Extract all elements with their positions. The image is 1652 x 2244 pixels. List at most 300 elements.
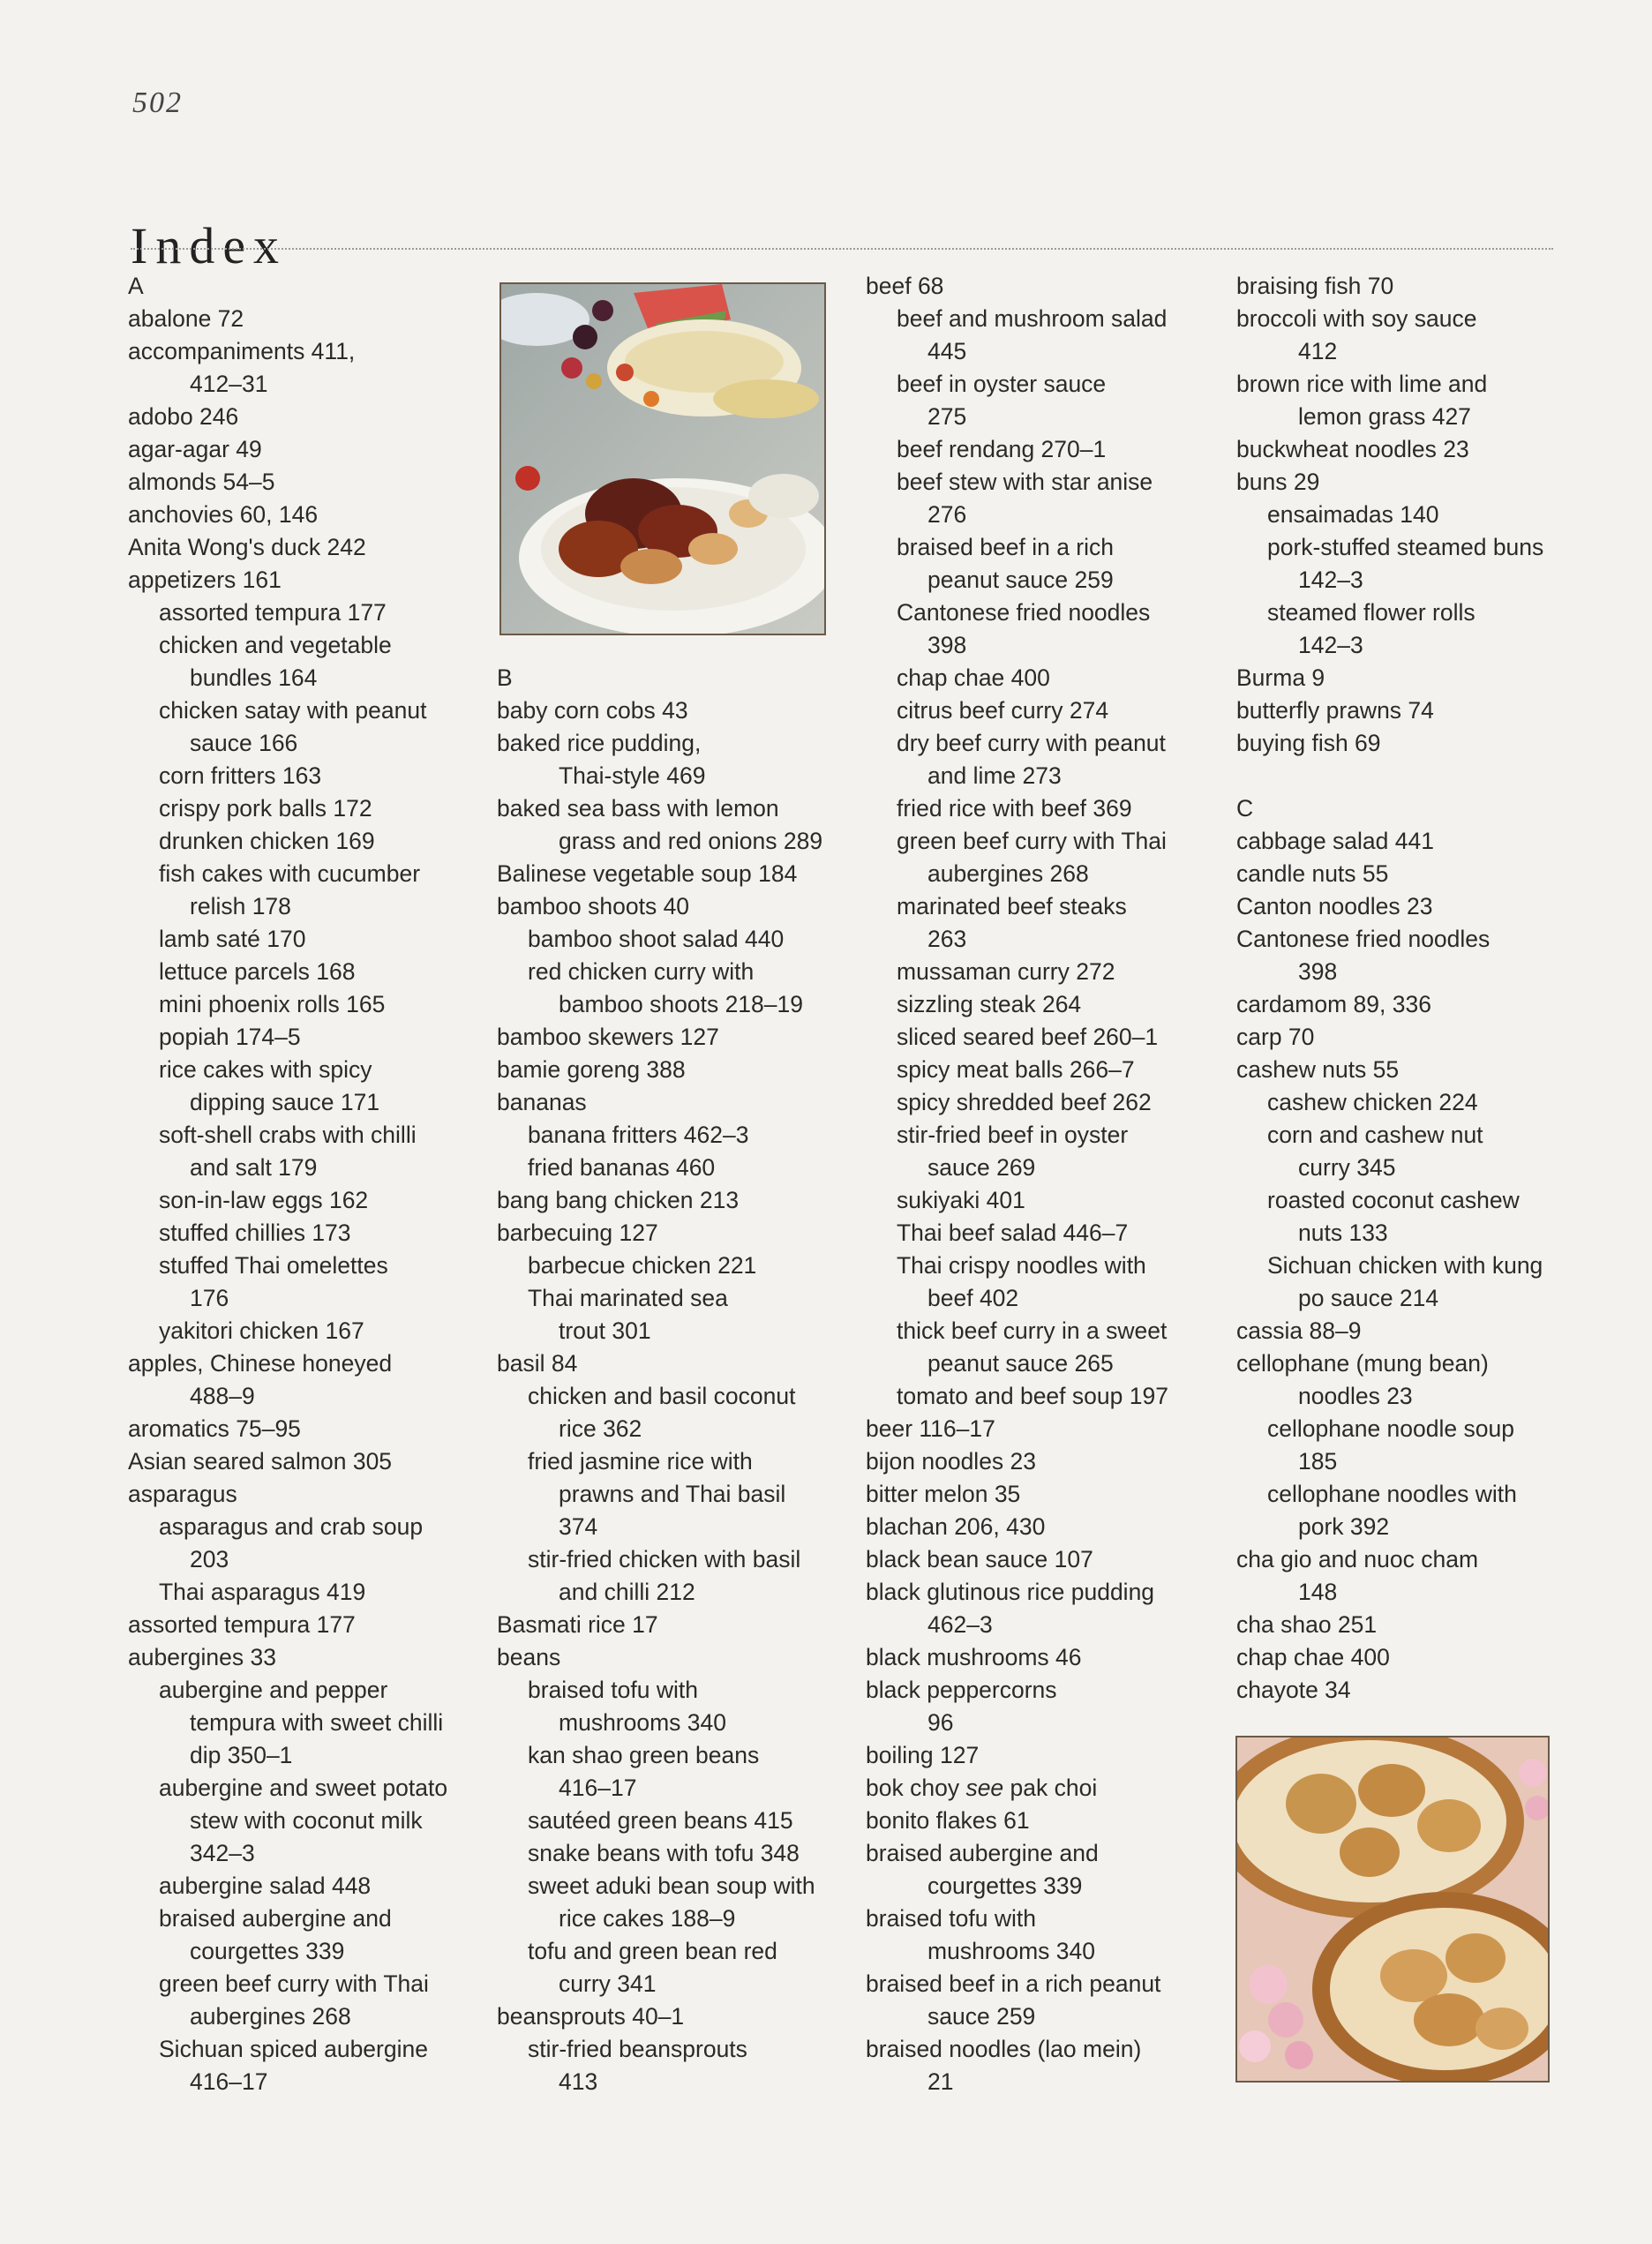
entry-continuation: bundles 164 [190,664,318,691]
index-subentry [128,597,463,629]
index-column-4 [1236,270,1572,1707]
entry-text: tofu and green bean red [528,1938,777,1964]
entry-continuation: peanut sauce 259 [927,567,1114,593]
entry-text: broccoli with soy sauce [1236,305,1477,332]
entry-continuation: 185 [1298,1448,1338,1475]
entry-text: Canton noodles 23 [1236,893,1433,919]
entry-continuation: peanut sauce 265 [927,1350,1114,1377]
entry-text: beans [497,1644,561,1670]
entry-continuation: prawns and Thai basil [559,1481,786,1507]
entry-text: dry beef curry with peanut [897,730,1166,756]
title-rule [131,248,1553,250]
index-subentry [128,956,463,988]
entry-text: lettuce parcels 168 [159,958,356,985]
entry-text: aubergines 33 [128,1644,276,1670]
entry-continuation: 416–17 [190,2068,268,2095]
index-subentry [1236,1119,1572,1184]
entry-text: butterfly prawns 74 [1236,697,1434,724]
entry-text: cha shao 251 [1236,1611,1378,1638]
entry-text: candle nuts 55 [1236,860,1389,887]
entry-text: asparagus [128,1481,237,1507]
entry-text: chayote 34 [1236,1677,1351,1703]
index-subentry [1236,1478,1572,1543]
entry-text: sliced seared beef 260–1 [897,1024,1159,1050]
entry-text: beer 116–17 [866,1415,995,1442]
entry-continuation: Thai-style 469 [559,762,706,789]
entry-continuation: sauce 259 [927,2003,1036,2030]
entry-text: bonito flakes 61 [866,1807,1030,1834]
entry-continuation: 398 [927,632,967,658]
index-entry [497,1054,832,1086]
index-subentry [497,1870,832,1935]
entry-text: son-in-law eggs 162 [159,1187,369,1213]
index-entry [1236,825,1572,858]
index-entry [497,1347,832,1380]
entry-text: fish cakes with cucumber [159,860,421,887]
entry-text: Cantonese fried noodles [897,599,1151,626]
entry-text: bamboo shoot salad 440 [528,926,785,952]
entry-text: sweet aduki bean soup with [528,1873,815,1899]
entry-text: bananas [497,1089,587,1115]
index-entry [1236,1641,1572,1674]
entry-text: sizzling steak 264 [897,991,1082,1017]
index-entry [1236,890,1572,923]
entry-continuation: 374 [559,1513,598,1540]
entry-continuation: 412 [1298,338,1338,364]
entry-text: braised aubergine and [159,1905,392,1932]
entry-text: braised beef in a rich [897,534,1115,560]
entry-text: Anita Wong's duck 242 [128,534,366,560]
entry-text: barbecuing 127 [497,1220,658,1246]
index-subentry [1236,499,1572,531]
page-title: Index [131,216,288,274]
index-subentry [866,956,1201,988]
entry-continuation: rice cakes 188–9 [559,1905,736,1932]
index-subentry [866,1380,1201,1413]
index-entry [497,1021,832,1054]
index-subentry [128,1119,463,1184]
entry-text: agar-agar 49 [128,436,262,462]
entry-continuation: 413 [559,2068,598,2095]
entry-continuation: 96 [927,1709,954,1736]
entry-text: Basmati rice 17 [497,1611,658,1638]
index-subentry [497,1250,832,1282]
entry-text: beef and mushroom salad [897,305,1168,332]
entry-continuation: sauce 166 [190,730,298,756]
entry-text: buying fish 69 [1236,730,1381,756]
index-entry [1236,1674,1572,1707]
entry-text: Thai asparagus 419 [159,1579,366,1605]
entry-text: bamboo skewers 127 [497,1024,719,1050]
entry-text: crispy pork balls 172 [159,795,372,822]
entry-text: blachan 206, 430 [866,1513,1046,1540]
index-subentry [128,1511,463,1576]
entry-continuation: dipping sauce 171 [190,1089,380,1115]
index-subentry [128,825,463,858]
entry-continuation: nuts 133 [1298,1220,1388,1246]
index-entry [1236,988,1572,1021]
index-entry [866,1478,1201,1511]
index-entry [1236,727,1572,760]
index-subentry [497,1837,832,1870]
index-subentry [497,1805,832,1837]
index-entry [1236,368,1572,433]
entry-text: braised noodles (lao mein) [866,2036,1142,2062]
index-subentry [497,1282,832,1347]
index-entry [1236,858,1572,890]
entry-continuation: relish 178 [190,893,291,919]
entry-text: beef 68 [866,273,944,299]
entry-continuation: po sauce 214 [1298,1285,1439,1311]
entry-continuation: 276 [927,501,967,528]
entry-text: assorted tempura 177 [159,599,387,626]
entry-text: black mushrooms 46 [866,1644,1082,1670]
entry-continuation: tempura with sweet chilli [190,1709,444,1736]
entry-text: sautéed green beans 415 [528,1807,793,1834]
entry-text: corn and cashew nut [1267,1122,1483,1148]
entry-text: cellophane noodles with [1267,1481,1517,1507]
index-entry [497,1217,832,1250]
entry-text: cabbage salad 441 [1236,828,1434,854]
entry-text: cassia 88–9 [1236,1317,1362,1344]
entry-text: braised tofu with [866,1905,1036,1932]
entry-text: beef in oyster sauce [897,371,1107,397]
entry-text: rice cakes with spicy [159,1056,372,1083]
index-entry [128,1478,463,1511]
entry-continuation: 445 [927,338,967,364]
index-subentry [497,1119,832,1152]
index-entry [866,1576,1201,1641]
entry-continuation: courgettes 339 [927,1873,1083,1899]
entry-continuation: beef 402 [927,1285,1019,1311]
entry-text: aubergine salad 448 [159,1873,372,1899]
entry-text: green beef curry with Thai [897,828,1167,854]
steamed-buns-photo [1235,1736,1550,2083]
entry-text: bamboo shoots 40 [497,893,690,919]
entry-continuation: lemon grass 427 [1298,403,1471,430]
entry-text: bamie goreng 388 [497,1056,686,1083]
index-subentry [497,2033,832,2098]
index-column-2 [497,662,832,2098]
page-number: 502 [132,86,183,119]
entry-continuation: aubergines 268 [927,860,1089,887]
entry-text: cardamom 89, 336 [1236,991,1431,1017]
index-subentry [866,303,1201,368]
index-subentry [866,988,1201,1021]
index-subentry [128,1674,463,1772]
entry-continuation: 142–3 [1298,567,1363,593]
entry-continuation: 263 [927,926,967,952]
entry-text: Thai marinated sea [528,1285,728,1311]
entry-text: anchovies 60, 146 [128,501,319,528]
entry-continuation: bamboo shoots 218–19 [559,991,803,1017]
index-subentry [866,433,1201,466]
entry-text: Thai beef salad 446–7 [897,1220,1129,1246]
entry-text: assorted tempura 177 [128,1611,356,1638]
entry-text: bijon noodles 23 [866,1448,1037,1475]
index-subentry [128,760,463,792]
index-entry [128,499,463,531]
entry-text: braised beef in a rich peanut [866,1970,1161,1997]
entry-text: braised tofu with [528,1677,698,1703]
entry-text: bitter melon 35 [866,1481,1021,1507]
entry-continuation: 21 [927,2068,954,2095]
entry-continuation: 142–3 [1298,632,1363,658]
entry-text: black glutinous rice pudding [866,1579,1155,1605]
entry-continuation: 275 [927,403,967,430]
entry-text: Thai crispy noodles with [897,1252,1146,1279]
index-subentry [866,1250,1201,1315]
index-entry [128,564,463,597]
index-subentry [128,694,463,760]
index-entry [866,2033,1201,2098]
entry-text: chicken satay with peanut [159,697,427,724]
entry-text: marinated beef steaks [897,893,1127,919]
entry-text: fried bananas 460 [528,1154,716,1181]
entry-text: appetizers 161 [128,567,282,593]
index-entry [497,694,832,727]
entry-text: brown rice with lime and [1236,371,1488,397]
entry-text: black bean sauce 107 [866,1546,1093,1572]
index-subentry [128,1054,463,1119]
index-entry [128,335,463,401]
index-entry [1236,694,1572,727]
index-subentry [1236,1184,1572,1250]
entry-text: spicy shredded beef 262 [897,1089,1152,1115]
entry-text: cha gio and nuoc cham [1236,1546,1479,1572]
entry-text: asparagus and crab soup [159,1513,424,1540]
entry-text: barbecue chicken 221 [528,1252,757,1279]
index-subentry [866,1184,1201,1217]
entry-text: banana fritters 462–3 [528,1122,749,1148]
index-entry [497,2000,832,2033]
index-entry [866,1968,1201,2033]
entry-text: bok choy see pak choi [866,1775,1098,1801]
entry-text: bang bang chicken 213 [497,1187,740,1213]
index-entry [128,1641,463,1674]
index-entry [866,1445,1201,1478]
index-subentry [128,629,463,694]
index-entry [497,1609,832,1641]
entry-text: lamb saté 170 [159,926,306,952]
index-subentry [866,1054,1201,1086]
entry-text: braised aubergine and [866,1840,1099,1866]
entry-text: chap chae 400 [1236,1644,1390,1670]
index-entry [497,1184,832,1217]
index-subentry [128,1903,463,1968]
entry-text: abalone 72 [128,305,244,332]
section-letter: A [128,273,144,299]
index-subentry [1236,531,1572,597]
index-subentry [128,792,463,825]
entry-continuation: mushrooms 340 [927,1938,1096,1964]
index-subentry [1236,1413,1572,1478]
index-entry [497,1641,832,1674]
index-subentry [866,825,1201,890]
index-subentry [128,1870,463,1903]
index-subentry [128,1217,463,1250]
entry-continuation: trout 301 [559,1317,651,1344]
index-subentry [866,727,1201,792]
entry-continuation: 462–3 [927,1611,993,1638]
index-subentry [128,923,463,956]
entry-text: carp 70 [1236,1024,1315,1050]
index-subentry [128,1184,463,1217]
entry-text: almonds 54–5 [128,469,275,495]
entry-text: roasted coconut cashew [1267,1187,1520,1213]
index-subentry [497,923,832,956]
entry-text: baked sea bass with lemon [497,795,779,822]
entry-text: Asian seared salmon 305 [128,1448,393,1475]
entry-continuation: 342–3 [190,1840,255,1866]
index-subentry [1236,1250,1572,1315]
index-subentry [866,1021,1201,1054]
index-entry [866,1543,1201,1576]
index-column-1 [128,270,463,2098]
index-subentry [128,2033,463,2098]
index-subentry [866,694,1201,727]
index-subentry [497,1152,832,1184]
entry-continuation: grass and red onions 289 [559,828,823,854]
entry-text: cashew chicken 224 [1267,1089,1478,1115]
entry-text: mussaman curry 272 [897,958,1115,985]
index-entry [1236,662,1572,694]
entry-continuation: curry 341 [559,1970,657,1997]
index-entry [128,466,463,499]
index-subentry [497,1543,832,1609]
index-subentry [497,1380,832,1445]
entry-text: stuffed Thai omelettes [159,1252,388,1279]
index-entry [497,727,832,792]
index-entry [1236,1021,1572,1054]
entry-text: beef rendang 270–1 [897,436,1107,462]
section-letter: C [1236,795,1254,822]
index-subentry [866,1217,1201,1250]
entry-continuation: 412–31 [190,371,268,397]
entry-text: baby corn cobs 43 [497,697,688,724]
entry-text: aubergine and pepper [159,1677,388,1703]
entry-text: apples, Chinese honeyed [128,1350,393,1377]
index-entry [1236,1543,1572,1609]
index-subentry [497,1445,832,1543]
index-entry [1236,270,1572,303]
index-entry [1236,1315,1572,1347]
index-subentry [866,466,1201,531]
index-entry [866,1903,1201,1968]
entry-text: steamed flower rolls [1267,599,1476,626]
entry-text: buckwheat noodles 23 [1236,436,1469,462]
entry-text: cellophane (mung bean) [1236,1350,1489,1377]
entry-text: Burma 9 [1236,664,1325,691]
index-entry [497,890,832,923]
entry-continuation: 416–17 [559,1775,637,1801]
index-subentry [128,858,463,923]
entry-text: spicy meat balls 266–7 [897,1056,1135,1083]
index-subentry [1236,597,1572,662]
index-subentry [497,1739,832,1805]
index-entry [128,1609,463,1641]
index-subentry [866,662,1201,694]
index-subentry [866,890,1201,956]
entry-text: buns 29 [1236,469,1320,495]
entry-text: basil 84 [497,1350,578,1377]
index-entry [866,270,1201,303]
index-subentry [128,1576,463,1609]
entry-continuation: 398 [1298,958,1338,985]
index-subentry [128,1250,463,1315]
index-entry [497,858,832,890]
entry-text: citrus beef curry 274 [897,697,1109,724]
entry-continuation: dip 350–1 [190,1742,293,1768]
entry-text: drunken chicken 169 [159,828,375,854]
entry-text: ensaimadas 140 [1267,501,1439,528]
entry-continuation: mushrooms 340 [559,1709,727,1736]
entry-text: Balinese vegetable soup 184 [497,860,798,887]
index-entry [128,531,463,564]
entry-text: aubergine and sweet potato [159,1775,448,1801]
entry-text: fried rice with beef 369 [897,795,1132,822]
entry-text: chap chae 400 [897,664,1050,691]
index-entry [866,1641,1201,1674]
index-entry [866,1413,1201,1445]
entry-text: chicken and vegetable [159,632,392,658]
index-subentry [1236,1086,1572,1119]
index-entry [866,1805,1201,1837]
entry-text: snake beans with tofu 348 [528,1840,800,1866]
index-entry [128,303,463,335]
index-subentry [866,1086,1201,1119]
entry-text: stir-fried chicken with basil [528,1546,801,1572]
entry-continuation: noodles 23 [1298,1383,1413,1409]
entry-continuation: pork 392 [1298,1513,1390,1540]
entry-text: soft-shell crabs with chilli [159,1122,417,1148]
entry-continuation: 176 [190,1285,229,1311]
entry-continuation: sauce 269 [927,1154,1036,1181]
entry-text: beansprouts 40–1 [497,2003,685,2030]
index-subentry [866,531,1201,597]
entry-continuation: aubergines 268 [190,2003,351,2030]
index-entry [128,1413,463,1445]
index-entry [1236,466,1572,499]
index-entry [128,1347,463,1413]
index-entry [128,401,463,433]
index-subentry [128,1315,463,1347]
index-subentry [866,368,1201,433]
index-entry [866,1511,1201,1543]
entry-text: stir-fried beansprouts [528,2036,747,2062]
index-entry [1236,1347,1572,1413]
index-entry [1236,1054,1572,1086]
index-subentry [128,1021,463,1054]
entry-continuation: courgettes 339 [190,1938,345,1964]
entry-continuation: and lime 273 [927,762,1062,789]
index-subentry [866,1315,1201,1380]
entry-continuation: 203 [190,1546,229,1572]
index-entry [1236,433,1572,466]
entry-text: pork-stuffed steamed buns [1267,534,1544,560]
entry-text: chicken and basil coconut [528,1383,796,1409]
entry-text: kan shao green beans [528,1742,760,1768]
entry-text: baked rice pudding, [497,730,702,756]
entry-continuation: and chilli 212 [559,1579,695,1605]
entry-continuation: 488–9 [190,1383,255,1409]
entry-text: sukiyaki 401 [897,1187,1025,1213]
index-entry [128,433,463,466]
entry-continuation: stew with coconut milk [190,1807,423,1834]
entry-text: aromatics 75–95 [128,1415,301,1442]
entry-text: Sichuan chicken with kung [1267,1252,1543,1279]
index-entry [1236,303,1572,368]
